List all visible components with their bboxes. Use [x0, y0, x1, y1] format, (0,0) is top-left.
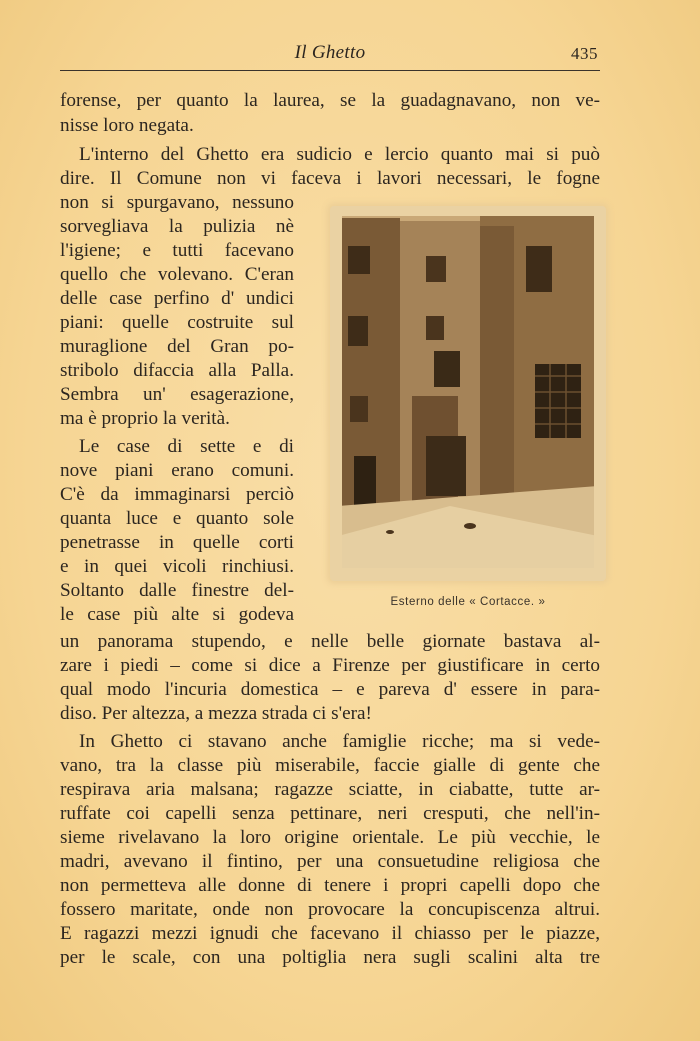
text-line: madri, avevano il fintino, per una consuetudine religiosa che	[60, 851, 600, 872]
text-line: sieme rivelavano la loro origine orientale. Le più vecchie, le	[60, 827, 600, 848]
text-line: respirava aria malsana; ragazze sciatte, in ciabatte, tutte ar-	[60, 779, 600, 800]
text-line: penetrasse in quelle corti	[60, 532, 294, 553]
text-line: dire. Il Comune non vi faceva i lavori necessari, le fogne	[60, 168, 600, 189]
text-line: Sembra un' esagerazione,	[60, 384, 294, 405]
text-line: E ragazzi mezzi ignudi che facevano il chiasso per le piazze,	[60, 923, 600, 944]
text-line: stribolo difaccia alla Palla.	[60, 360, 294, 381]
text-line: non si spurgavano, nessuno	[60, 192, 294, 213]
text-line: nove piani erano comuni.	[60, 460, 294, 481]
running-title: Il Ghetto	[294, 42, 366, 63]
text-line: C'è da immaginarsi perciò	[60, 484, 294, 505]
text-line: zare i piedi – come si dice a Firenze per giustificare in certo	[60, 655, 600, 676]
figure-caption: Esterno delle « Cortacce. »	[390, 596, 546, 608]
text-line: sorvegliava la pulizia nè	[60, 216, 294, 237]
text-line: forense, per quanto la laurea, se la guadagnavano, non ve-	[60, 90, 600, 111]
header-rule	[60, 70, 600, 71]
text-line: non permetteva alle donne di tenere i propri capelli dopo che	[60, 875, 600, 896]
text-line: qual modo l'incuria domestica – e pareva d' essere in para-	[60, 679, 600, 700]
text-line: ruffate coi capelli senza pettinare, neri cresputi, che nell'in-	[60, 803, 600, 824]
text-line: fossero maritate, onde non provocare la concupiscenza altrui.	[60, 899, 600, 920]
text-line: quello che volevano. C'eran	[60, 264, 294, 285]
running-header	[60, 38, 600, 72]
text-line: vano, tra la classe più miserabile, faccie gialle di gente che	[60, 755, 600, 776]
text-line: piani: quelle costruite sul	[60, 312, 294, 333]
text-line: nisse loro negata.	[60, 115, 194, 136]
text-line: un panorama stupendo, e nelle belle giornate bastava al-	[60, 631, 600, 652]
text-line: muraglione del Gran po-	[60, 336, 294, 357]
text-line: le case più alte si godeva	[60, 604, 294, 625]
text-line: quanta luce e quanto sole	[60, 508, 294, 529]
text-line: L'interno del Ghetto era sudicio e lercio quanto mai si può	[79, 144, 600, 165]
courtyard-photo-drawing	[330, 206, 606, 581]
text-line: ma è proprio la verità.	[60, 408, 230, 429]
text-line: diso. Per altezza, a mezza strada ci s'era!	[60, 703, 372, 724]
page-number: 435	[571, 44, 598, 63]
courtyard-photo	[330, 206, 606, 581]
text-line: l'igiene; e tutti facevano	[60, 240, 294, 261]
text-line: Le case di sette e di	[79, 436, 294, 457]
text-line: In Ghetto ci stavano anche famiglie ricche; ma si vede-	[79, 731, 600, 752]
text-line: delle case perfino d' undici	[60, 288, 294, 309]
figure	[318, 200, 608, 590]
text-line: Soltanto dalle finestre del-	[60, 580, 294, 601]
text-line: e in quei vicoli rinchiusi.	[60, 556, 294, 577]
text-line: per le scale, con una poltiglia nera sugli scalini alta tre	[60, 947, 600, 968]
